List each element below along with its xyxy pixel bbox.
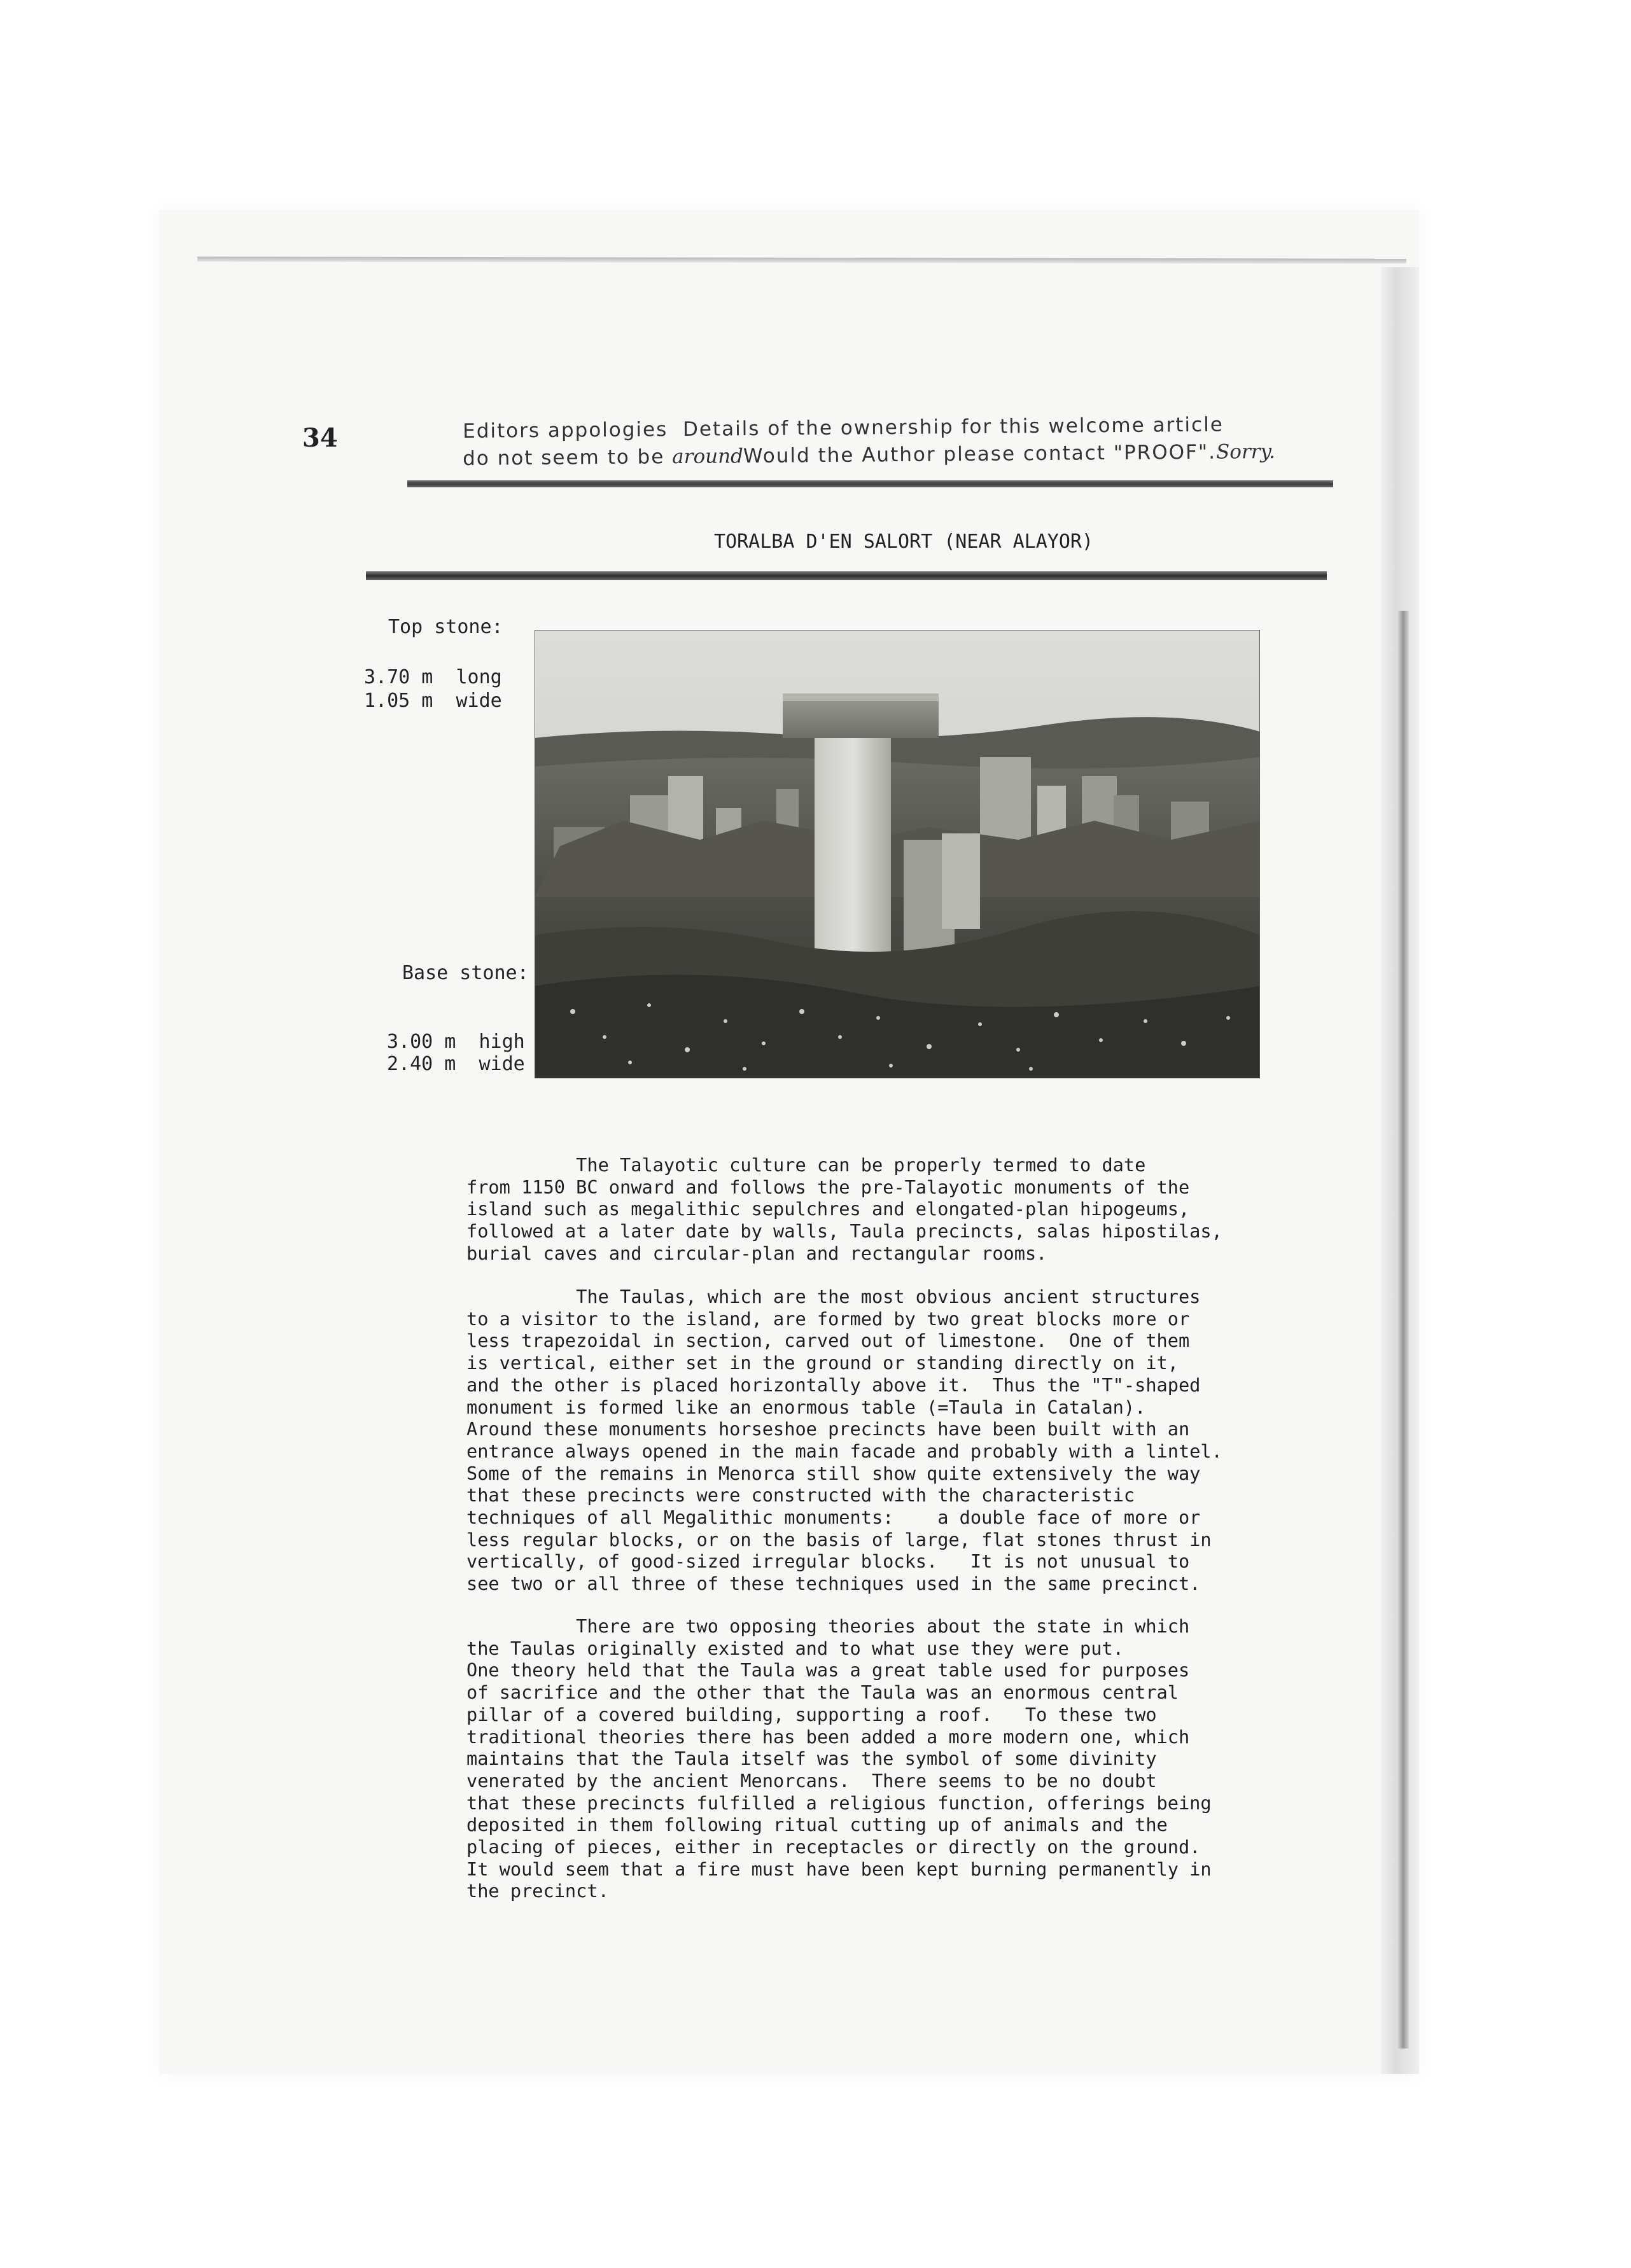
text-line: burial caves and circular-plan and rectangular rooms. [466,1242,1047,1264]
text-line: that these precincts were constructed with the characteristic [466,1484,1135,1506]
text-line: to a visitor to the island, are formed by two great blocks more or [466,1307,1190,1330]
text-line: see two or all three of these techniques used in the same precinct. [466,1573,1201,1595]
top-stone-label: Top stone: [388,616,503,638]
text-line: The Talayotic culture can be properly termed to date [466,1154,1146,1176]
text-line: pillar of a covered building, supporting a roof. To these two [466,1703,1157,1725]
top-divider-rule [407,480,1333,487]
text-line: There are two opposing theories about the state in which [466,1615,1190,1637]
taula-photo [535,630,1260,1078]
text-line: followed at a later date by walls, Taula precincts, salas hipostilas, [466,1220,1222,1242]
notice-handwritten-sorry: Sorry. [1215,440,1275,464]
text-line: entrance always opened in the main facade and probably with a lintel. [466,1440,1222,1462]
base-stone-width: 2.40 m wide [387,1053,525,1075]
text-line: that these precincts fulfilled a religious function, offerings being [466,1791,1212,1814]
title-divider-rule [366,571,1327,580]
notice-typed-b: Would the Author please contact "PROOF". [743,440,1217,468]
top-stone-width: 1.05 m wide [364,690,502,712]
text-line: One theory held that the Taula was a great table used for purposes [466,1659,1190,1681]
text-line: is vertical, either set in the ground or standing directly on it, [466,1352,1179,1374]
text-line: the precinct. [466,1880,609,1902]
editor-notice-line-1: Editors appologies Details of the ownership for this welcome article [463,413,1224,443]
sheet-binding-shadow [1397,611,1409,2049]
text-line: traditional theories there has been added a more modern one, which [466,1725,1190,1748]
text-line: and the other is placed horizontally above it. Thus the "T"-shaped [466,1374,1201,1396]
text-line: The Taulas, which are the most obvious ancient structures [466,1286,1201,1307]
article-paragraph-3 [466,1615,1306,1902]
text-line: of sacrifice and the other that the Taula was an enormous central [466,1681,1179,1704]
text-line: venerated by the ancient Menorcans. There seems to be no doubt [466,1769,1157,1791]
article-paragraph-2 [466,1286,1306,1595]
top-stone-length: 3.70 m long [364,666,502,688]
text-line: island such as megalithic sepulchres and elongated-plan hipogeums, [466,1198,1190,1220]
text-line: placing of pieces, either in receptacles or directly on the ground. [466,1836,1201,1858]
text-line: It would seem that a fire must have been kept burning permanently in [466,1858,1212,1880]
text-line: the Taulas originally existed and to what use they were put. [466,1637,1124,1659]
text-line: deposited in them following ritual cutting up of animals and the [466,1814,1168,1836]
notice-typed-a: do not seem to be [463,445,673,470]
base-stone-height: 3.00 m high [387,1031,525,1053]
text-line: Some of the remains in Menorca still show quite extensively the way [466,1462,1201,1484]
page-number: 34 [302,423,338,453]
text-line: maintains that the Taula itself was the symbol of some divinity [466,1748,1157,1770]
text-line: monument is formed like an enormous table (=Taula in Catalan). [466,1396,1146,1418]
text-line: vertically, of good-sized irregular blocks. It is not unusual to [466,1550,1190,1573]
text-line: less regular blocks, or on the basis of large, flat stones thrust in [466,1528,1212,1550]
text-line: Around these monuments horseshoe precincts have been built with an [466,1418,1190,1440]
section-title: TORALBA D'EN SALORT (NEAR ALAYOR) [714,531,1094,553]
text-line: from 1150 BC onward and follows the pre-Talayotic monuments of the [466,1176,1190,1198]
notice-handwritten-word: around [672,445,744,469]
text-line: less trapezoidal in section, carved out of limestone. One of them [466,1330,1190,1352]
text-line: techniques of all Megalithic monuments: a double face of more or [466,1506,1201,1529]
base-stone-label: Base stone: [402,962,529,984]
article-paragraph-1 [466,1154,1306,1265]
